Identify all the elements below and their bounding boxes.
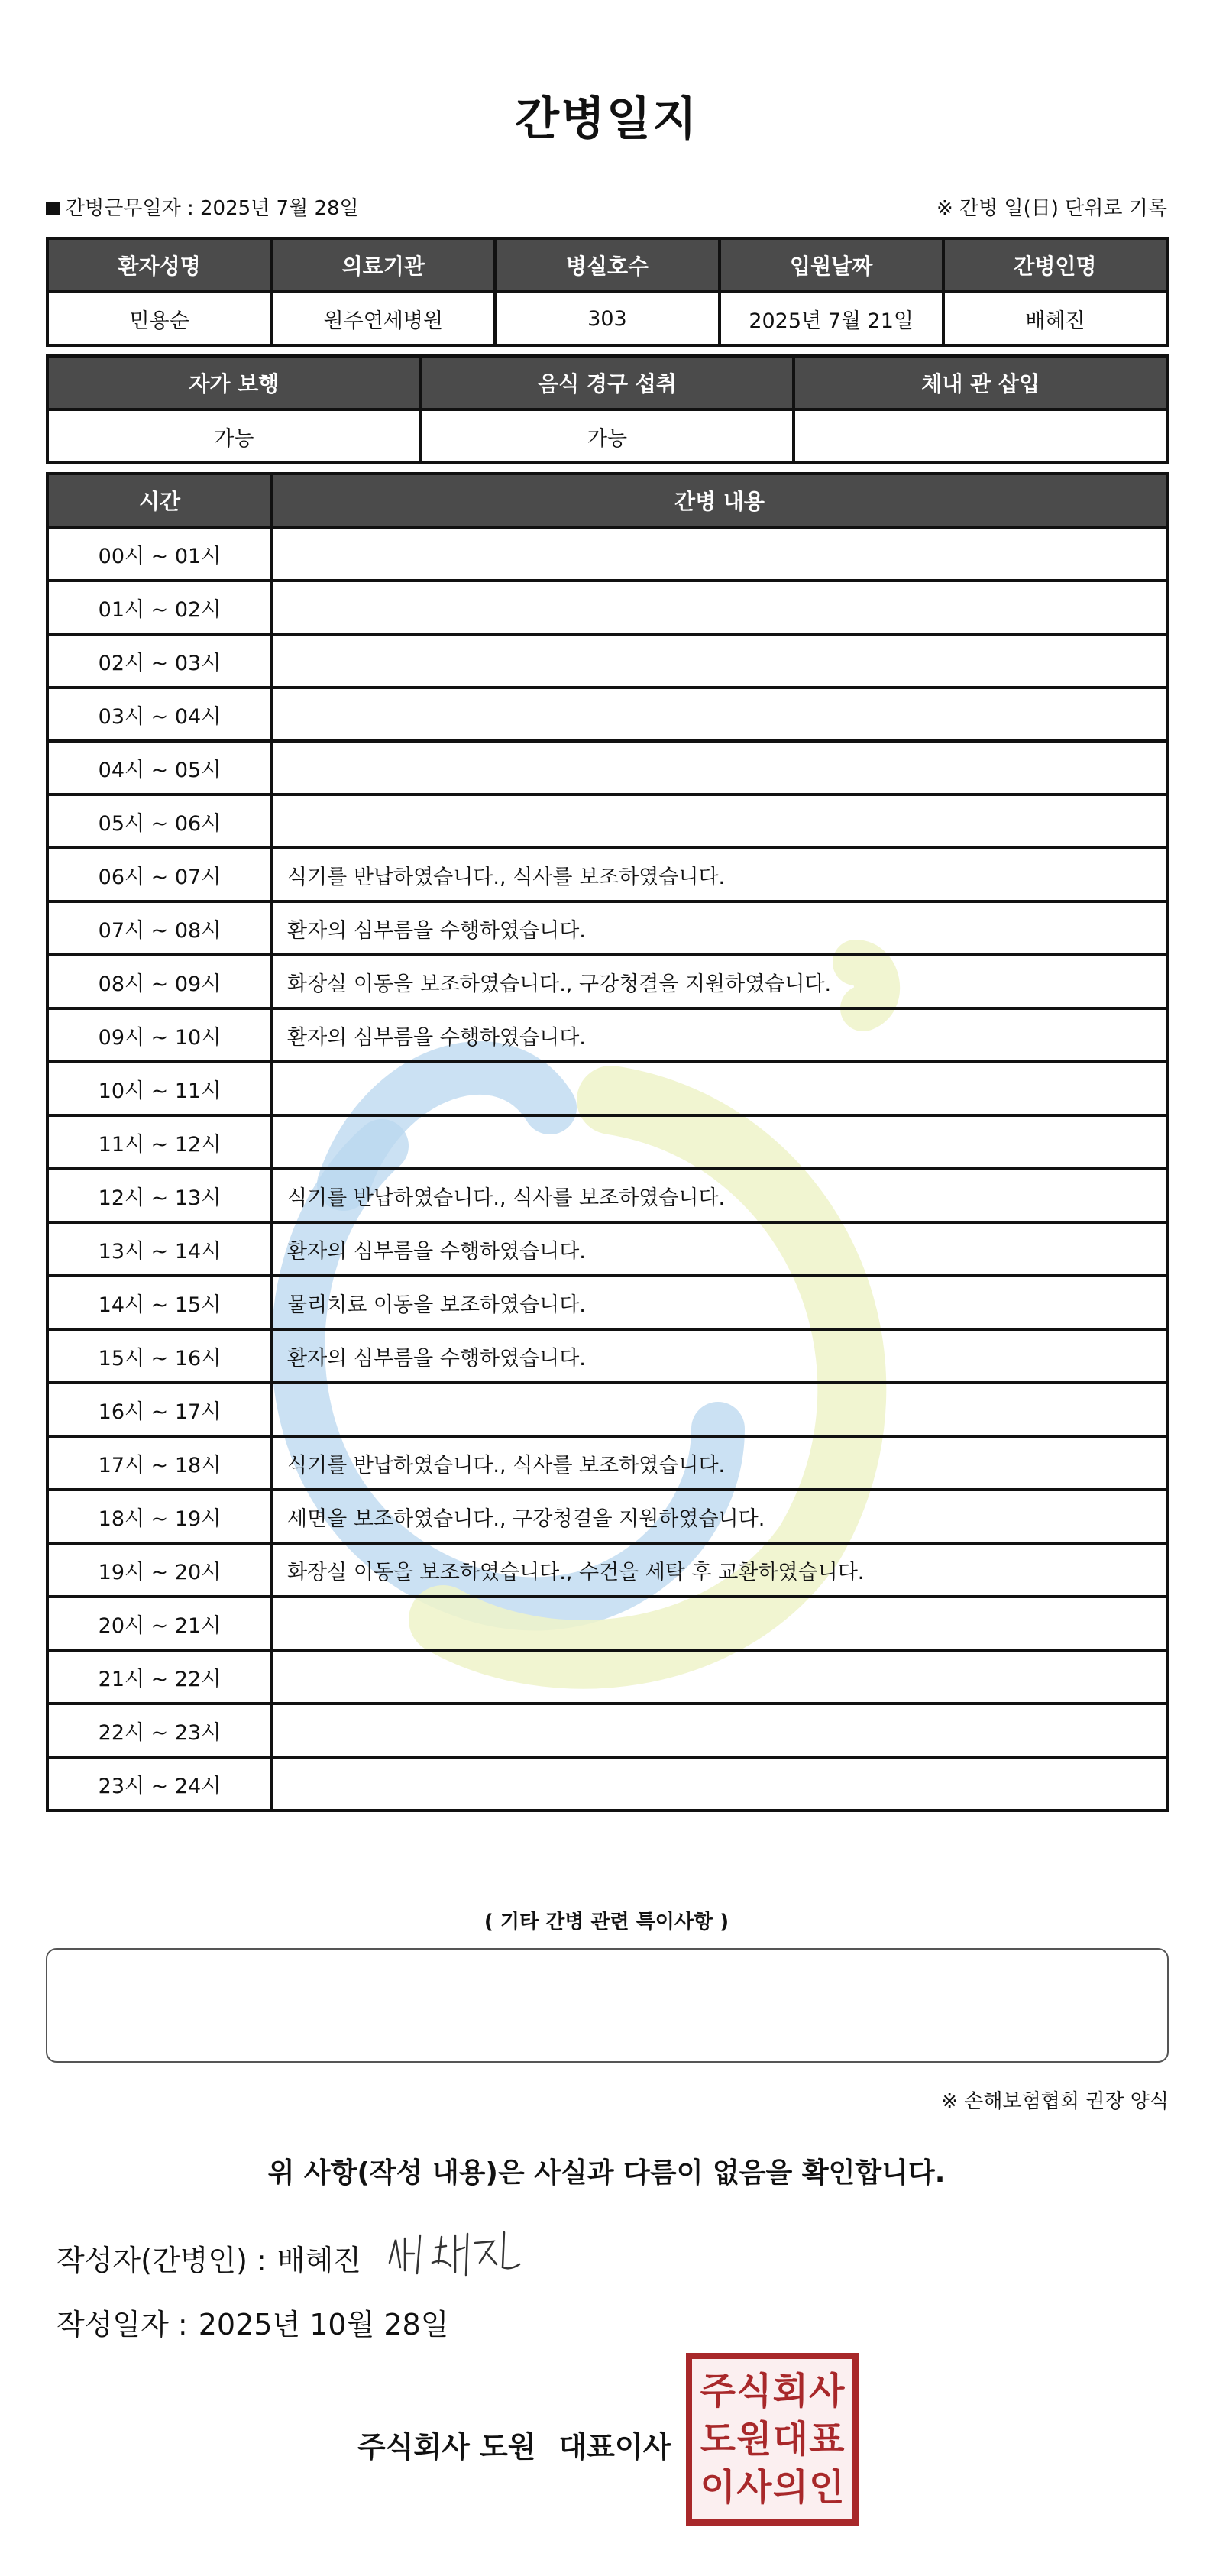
institution: 원주연세병원: [271, 292, 495, 345]
care-content: [272, 1597, 1167, 1650]
seal-character: 이: [700, 2466, 736, 2510]
header-institution: 의료기관: [271, 238, 495, 292]
header-room-number: 병실호수: [495, 238, 719, 292]
document-title: 간병일지: [515, 92, 698, 146]
meta-row: [46, 193, 1167, 226]
care-content: 환자의 심부름을 수행하였습니다.: [272, 1329, 1167, 1383]
table-row: [47, 1436, 1167, 1490]
time-slot: 15시 ~ 16시: [47, 1329, 272, 1383]
care-log-table: [46, 472, 1169, 1812]
care-content: [272, 527, 1167, 581]
care-content: 화장실 이동을 보조하였습니다., 구강청결을 지원하였습니다.: [272, 955, 1167, 1008]
table-row: [47, 581, 1167, 634]
care-content: [272, 688, 1167, 741]
care-content: [272, 634, 1167, 688]
table-row: [47, 848, 1167, 901]
writer-label: 작성자(간병인) :: [57, 2244, 267, 2277]
tube-insertion-value: [794, 409, 1167, 463]
table-row: [47, 688, 1167, 741]
header-time: 시간: [47, 474, 272, 527]
time-slot: 23시 ~ 24시: [47, 1757, 272, 1811]
care-content: [272, 1704, 1167, 1757]
time-slot: 18시 ~ 19시: [47, 1490, 272, 1543]
care-content: [272, 1757, 1167, 1811]
table-row: [47, 527, 1167, 581]
care-content: [272, 741, 1167, 794]
seal-character: 사: [809, 2369, 845, 2413]
room-number: 303: [495, 292, 719, 345]
care-content: [272, 581, 1167, 634]
time-slot: 22시 ~ 23시: [47, 1704, 272, 1757]
time-slot: 17시 ~ 18시: [47, 1436, 272, 1490]
patient-info-table: [46, 237, 1169, 347]
table-row: [47, 1008, 1167, 1062]
confirmation-statement: 위 사항(작성 내용)은 사실과 다름이 없음을 확인합니다.: [267, 2157, 946, 2189]
header-self-walking: 자가 보행: [47, 356, 421, 409]
header-care-content: 간병 내용: [272, 474, 1167, 527]
care-content: [272, 794, 1167, 848]
representative-title: 대표이사: [558, 2430, 671, 2464]
seal-character: 표: [809, 2417, 845, 2461]
time-slot: 16시 ~ 17시: [47, 1383, 272, 1436]
time-slot: 19시 ~ 20시: [47, 1543, 272, 1597]
care-content: [272, 1062, 1167, 1115]
seal-character: 사: [736, 2466, 772, 2510]
self-walking-value: 가능: [47, 409, 421, 463]
daily-note: ※ 간병 일(日) 단위로 기록: [936, 197, 1167, 220]
seal-character: 원: [736, 2417, 772, 2461]
care-content: 식기를 반납하였습니다., 식사를 보조하였습니다.: [272, 1436, 1167, 1490]
time-slot: 12시 ~ 13시: [47, 1169, 272, 1222]
writer-name: 배혜진: [277, 2244, 361, 2277]
time-slot: 08시 ~ 09시: [47, 955, 272, 1008]
care-content: 환자의 심부름을 수행하였습니다.: [272, 1008, 1167, 1062]
time-slot: 03시 ~ 04시: [47, 688, 272, 741]
time-slot: 00시 ~ 01시: [47, 527, 272, 581]
time-slot: 10시 ~ 11시: [47, 1062, 272, 1115]
table-row: [47, 794, 1167, 848]
company-line: [357, 2423, 671, 2465]
table-row: [47, 1383, 1167, 1436]
table-row: [47, 901, 1167, 955]
care-content: 화장실 이동을 보조하였습니다., 수건을 세탁 후 교환하였습니다.: [272, 1543, 1167, 1597]
header-patient-name: 환자성명: [47, 238, 271, 292]
header-oral-intake: 음식 경구 섭취: [421, 356, 794, 409]
care-content: 세면을 보조하였습니다., 구강청결을 지원하였습니다.: [272, 1490, 1167, 1543]
square-bullet-icon: [46, 202, 60, 215]
table-row: [47, 1757, 1167, 1811]
oral-intake-value: 가능: [421, 409, 794, 463]
seal-character: 대: [772, 2417, 808, 2461]
work-date: 간병근무일자 : 2025년 7월 28일: [66, 197, 359, 220]
table-row: [47, 1704, 1167, 1757]
time-slot: 20시 ~ 21시: [47, 1597, 272, 1650]
table-row: [47, 1490, 1167, 1543]
table-row: [47, 955, 1167, 1008]
care-content: 환자의 심부름을 수행하였습니다.: [272, 1222, 1167, 1276]
table-row: [47, 1650, 1167, 1704]
admission-date: 2025년 7월 21일: [720, 292, 943, 345]
table-row: [47, 634, 1167, 688]
table-row: [47, 1597, 1167, 1650]
recommendation-note: ※ 손해보험협회 권장 양식: [941, 2090, 1169, 2113]
table-row: [47, 741, 1167, 794]
time-slot: 04시 ~ 05시: [47, 741, 272, 794]
header-admission-date: 입원날짜: [720, 238, 943, 292]
header-caregiver-name: 간병인명: [943, 238, 1167, 292]
table-row: [47, 1543, 1167, 1597]
care-content: [272, 1115, 1167, 1169]
time-slot: 01시 ~ 02시: [47, 581, 272, 634]
written-date-line: [57, 2301, 448, 2343]
writer-line: [57, 2237, 361, 2279]
patient-name: 민용순: [47, 292, 271, 345]
seal-character: 도: [700, 2417, 736, 2461]
notes-box: [46, 1948, 1169, 2063]
time-slot: 21시 ~ 22시: [47, 1650, 272, 1704]
table-row: [47, 1169, 1167, 1222]
seal-character: 회: [772, 2369, 808, 2413]
company-seal-stamp: [686, 2353, 859, 2526]
header-tube-insertion: 체내 관 삽입: [794, 356, 1167, 409]
written-date-value: 2025년 10월 28일: [198, 2308, 449, 2341]
company-name: 주식회사 도원: [357, 2430, 536, 2464]
time-slot: 07시 ~ 08시: [47, 901, 272, 955]
written-date-label: 작성일자 :: [57, 2308, 188, 2341]
time-slot: 02시 ~ 03시: [47, 634, 272, 688]
seal-character: 인: [809, 2466, 845, 2510]
seal-character: 식: [736, 2369, 772, 2413]
caregiver-name: 배혜진: [943, 292, 1167, 345]
care-content: [272, 1383, 1167, 1436]
time-slot: 09시 ~ 10시: [47, 1008, 272, 1062]
care-content: 환자의 심부름을 수행하였습니다.: [272, 901, 1167, 955]
time-slot: 11시 ~ 12시: [47, 1115, 272, 1169]
care-content: 물리치료 이동을 보조하였습니다.: [272, 1276, 1167, 1329]
table-row: [47, 1276, 1167, 1329]
handwritten-signature: [382, 2225, 535, 2284]
time-slot: 06시 ~ 07시: [47, 848, 272, 901]
table-row: [47, 1222, 1167, 1276]
time-slot: 05시 ~ 06시: [47, 794, 272, 848]
care-content: 식기를 반납하였습니다., 식사를 보조하였습니다.: [272, 1169, 1167, 1222]
table-row: [47, 1115, 1167, 1169]
table-row: [47, 1062, 1167, 1115]
table-row: [47, 1329, 1167, 1383]
seal-character: 의: [772, 2466, 808, 2510]
patient-status-table: [46, 354, 1169, 464]
seal-character: 주: [700, 2369, 736, 2413]
care-content: 식기를 반납하였습니다., 식사를 보조하였습니다.: [272, 848, 1167, 901]
time-slot: 14시 ~ 15시: [47, 1276, 272, 1329]
care-content: [272, 1650, 1167, 1704]
notes-title: ( 기타 간병 관련 특이사항 ): [484, 1911, 729, 1934]
time-slot: 13시 ~ 14시: [47, 1222, 272, 1276]
